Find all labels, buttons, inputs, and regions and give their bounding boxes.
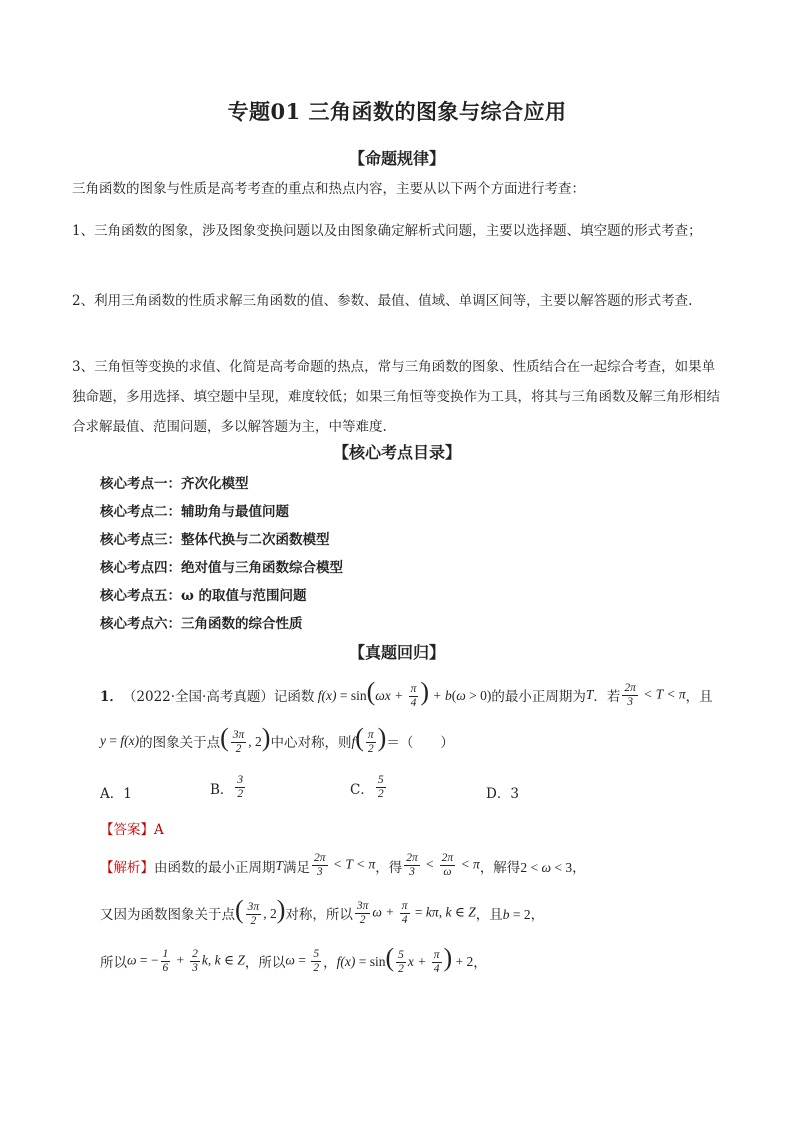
option-label: D．3 (486, 786, 519, 802)
question-text: 的最小正周期为 (491, 689, 586, 706)
formula-function: f(x) = sin(ωx + $\frac{\pi}{4}$ ) + b(ω > 0) (314, 677, 492, 710)
option-label: B． (210, 781, 234, 798)
paragraph-point-3: 3、三角恒等变换的求值、化简是高考命题的热点，常与三角函数的图象、性质结合在一起综合考查，如果单独命题，多用选择、填空题中呈现，难度较低；如果三角恒等变换作为工具，将其与三角函数及解三角形相结合求解最值、范围问题，多以解答题为主，中等难度. (72, 359, 720, 435)
analysis-text: 所以 (100, 955, 127, 972)
option-c[interactable] (350, 774, 388, 801)
question-text: ．若 (593, 689, 621, 706)
option-a[interactable] (100, 782, 132, 802)
analysis-label: 【解析】 (100, 859, 154, 876)
question-1-line-1 (100, 677, 713, 710)
analysis-text: ，得 (375, 859, 403, 876)
question-text: 的图象关于点 (139, 735, 221, 752)
page-title: 专题01 三角函数的图象与综合应用 (227, 99, 567, 124)
question-text: 记函数 (273, 689, 315, 706)
formula-omega-range: $\frac{2\pi}{3}$ < $\frac{2\pi}{\omega}$ < π (406, 852, 480, 878)
formula-omega-general: ω = − $\frac{1}{6}$ + $\frac{2}{3}$ k, k ∈ Z (127, 947, 245, 974)
section-heading-real-questions: 【真题回归】 (348, 643, 445, 662)
question-text: ＝（ ） (386, 735, 454, 752)
analysis-text: ，且 (475, 907, 503, 924)
formula-period-range-2: $\frac{2\pi}{3}$ < T < π (314, 852, 376, 878)
toc-item-1: 核心考点一：齐次化模型 (100, 476, 249, 492)
toc-item-2: 核心考点二：辅助角与最值问题 (100, 504, 289, 520)
analysis-text: ，解得 (479, 859, 521, 876)
formula-omega-solution: 2 < ω < 3， (520, 859, 586, 875)
analysis-text: 又因为函数图象关于点 (100, 907, 235, 924)
analysis-text: 对称，所以 (285, 907, 353, 924)
toc-item-3: 核心考点三：整体代换与二次函数模型 (100, 532, 330, 548)
question-1-line-2 (100, 723, 454, 756)
toc-item-5: 核心考点五：ω 的取值与范围问题 (100, 588, 307, 604)
question-text: 中心对称，则 (270, 735, 352, 752)
option-b-fraction: $\frac{3}{2}$ (237, 774, 244, 800)
option-label: A．1 (100, 786, 132, 802)
formula-center-point: ( $\frac{3\pi}{2}$ , 2) (220, 723, 271, 756)
analysis-text: ，所以 (244, 955, 286, 972)
analysis-line-3: 所以 ω = − $\frac{1}{6}$ + $\frac{2}{3}$ k, k ∈ Z ，所以 ω = $\frac{5}{2}$ ， f(x) = sin( $\frac{5}{2}$ x + $\frac{\pi}{4}$ ) + 2 ， (100, 943, 487, 976)
analysis-text: 由函数的最小正周期 (154, 859, 276, 876)
option-label: C． (350, 781, 374, 798)
option-b[interactable] (210, 774, 247, 801)
analysis-text: 满足 (283, 859, 311, 876)
option-d[interactable] (486, 782, 519, 802)
toc-item-4: 核心考点四：绝对值与三角函数综合模型 (100, 560, 343, 576)
section-heading-toc: 【核心考点目录】 (332, 443, 461, 462)
formula-symmetry: $\frac{3\pi}{2}$ ω + $\frac{\pi}{4}$ = kπ, k ∈ Z (356, 899, 476, 926)
question-source: （2022·全国·高考真题） (122, 689, 274, 706)
analysis-line-1 (100, 852, 586, 879)
formula-b-value: b = 2， (502, 907, 545, 923)
question-text: ，且 (685, 689, 713, 706)
formula-center-point-2: ( $\frac{3\pi}{2}$ , 2) (235, 895, 286, 928)
analysis-line-2 (100, 895, 545, 928)
section-heading-rules: 【命题规律】 (348, 149, 445, 168)
formula-y-equals: y = f(x) (100, 733, 140, 749)
answer-line: 【答案】A (100, 822, 164, 838)
option-c-fraction: $\frac{5}{2}$ (377, 774, 384, 800)
formula-omega-value: ω = $\frac{5}{2}$ (285, 947, 320, 974)
paragraph-point-2: 2、利用三角函数的性质求解三角函数的值、参数、最值、值域、单调区间等，主要以解答题的形式考查. (72, 293, 693, 309)
paragraph-point-1: 1、三角函数的图象，涉及图象变换问题以及由图象确定解析式问题，主要以选择题、填空题的形式考查； (72, 223, 702, 239)
formula-T: T (275, 857, 284, 873)
question-number: 1． (100, 689, 123, 706)
formula-f-value: f( $\frac{\pi}{2}$ ) (351, 723, 387, 756)
formula-f-expression: f(x) = sin( $\frac{5}{2}$ x + $\frac{\pi}{4}$ ) + 2 (336, 943, 474, 976)
formula-period: T (585, 687, 594, 703)
toc-item-6: 核心考点六：三角函数的综合性质 (100, 616, 303, 632)
formula-period-range: $\frac{2\pi}{3}$ < T < π (624, 681, 686, 708)
analysis-text: ， (473, 955, 487, 972)
paragraph-intro: 三角函数的图象与性质是高考考查的重点和热点内容，主要从以下两个方面进行考查： (72, 181, 585, 197)
